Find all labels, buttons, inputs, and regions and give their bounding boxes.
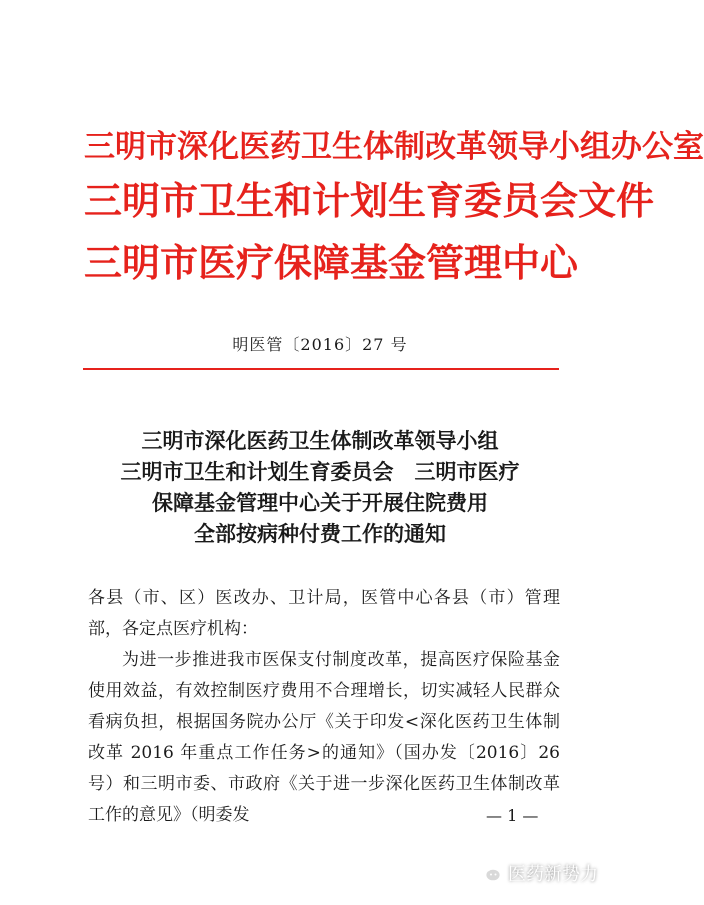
salutation: 各县（市、区）医改办、卫计局，医管中心各县（市）管理部，各定点医疗机构：: [88, 588, 560, 639]
body-paragraph: 为进一步推进我市医保支付制度改革，提高医疗保险基金使用效益，有效控制医疗费用不合理增长，切实减轻人民群众看病负担，根据国务院办公厅《关于印发<深化医药卫生体制改革 2016 年重点工作任务>的通知》（国办发〔2016〕26 号）和三明市委、市政府《关于进一步深化医药卫生体制改革工作的意见》（明委发: [88, 650, 560, 825]
header-line-3: 三明市医疗保障基金管理中心: [84, 241, 579, 285]
title-line-4: 全部按病种付费工作的通知: [194, 522, 446, 546]
title-line-3: 保障基金管理中心关于开展住院费用: [152, 491, 488, 515]
header-line-1: 三明市深化医药卫生体制改革领导小组办公室: [84, 129, 704, 165]
watermark-text: 医药新势力: [508, 864, 598, 885]
page-number: — 1 —: [486, 806, 539, 825]
notice-body: [88, 583, 560, 831]
notice-title: [0, 426, 640, 550]
header-line-2: 三明市卫生和计划生育委员会文件: [84, 179, 655, 223]
wechat-icon: [476, 862, 502, 884]
red-divider: [83, 368, 559, 370]
title-line-1: 三明市深化医药卫生体制改革领导小组: [141, 429, 499, 453]
document-number: 明医管〔2016〕27 号: [232, 335, 408, 354]
document-header: [84, 126, 704, 294]
watermark: [476, 860, 598, 886]
title-line-2: 三明市卫生和计划生育委员会 三明市医疗: [120, 460, 520, 484]
